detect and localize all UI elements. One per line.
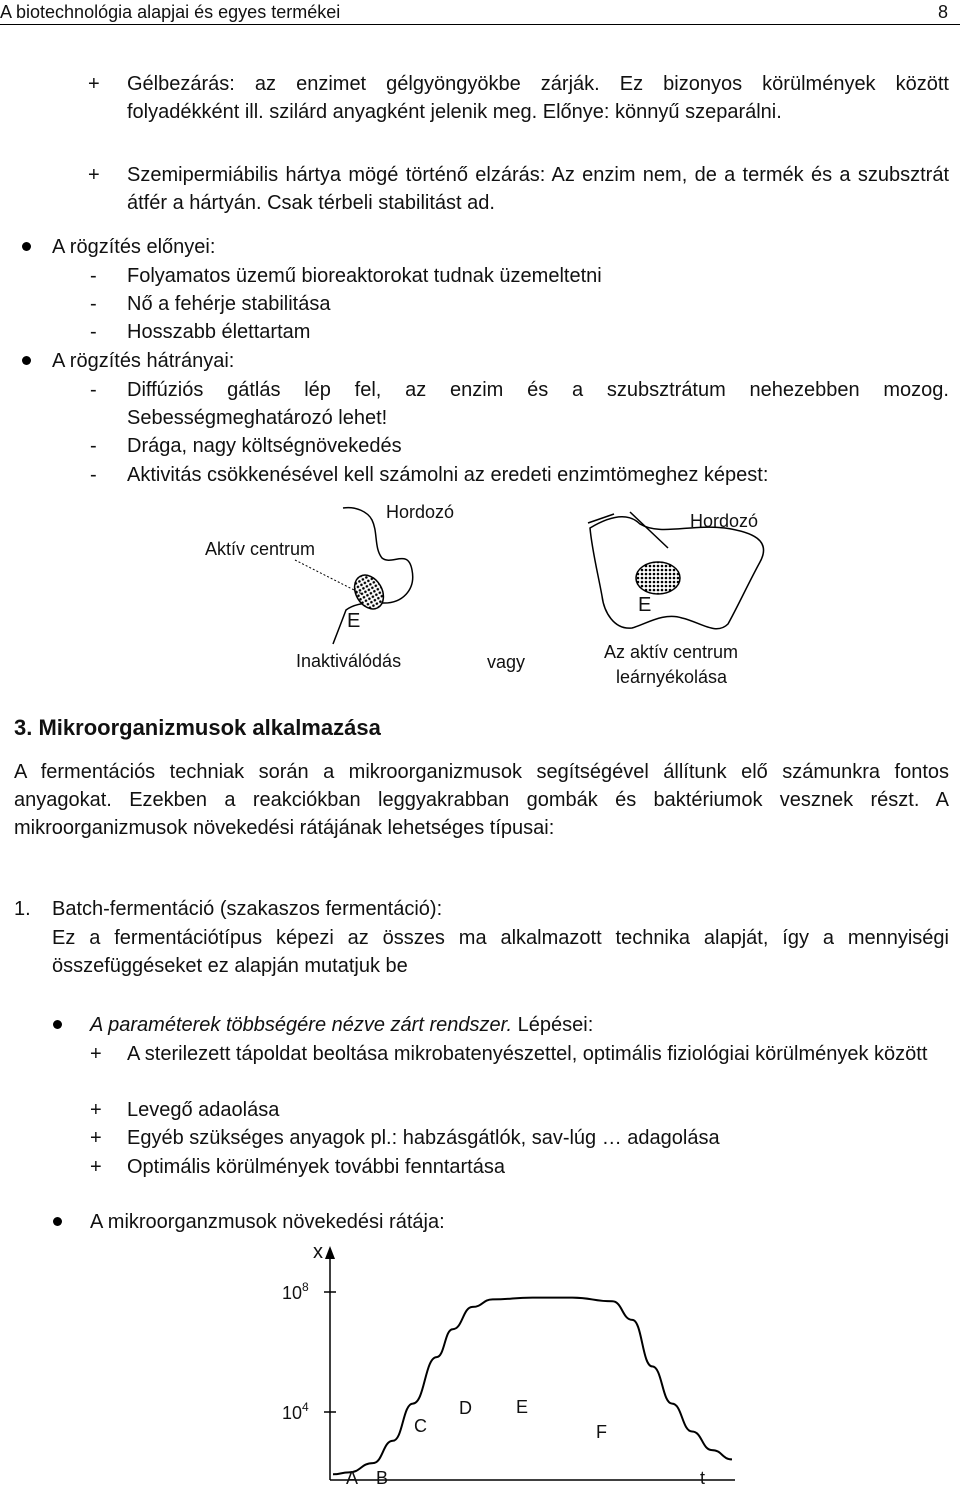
disadvantages-title: A rögzítés hátrányai: (52, 350, 235, 372)
y-axis-label: x (313, 1241, 323, 1263)
enzyme-left-label: E (347, 610, 361, 632)
y-tick-label-low (282, 1400, 309, 1423)
section-intro: A fermentációs techniak során a mikroorganizmusok segítségével állítunk elő számunkra fontos anyagokat. Ezekben a reakciókban leggyakrabban gombák és baktériumok vesznek részt. A mikroorganizmusok növekedési rátájának lehetséges típusai: (14, 761, 949, 839)
growth-curve (333, 1298, 732, 1475)
section-heading: 3. Mikroorganizmusok alkalmazása (14, 715, 381, 740)
phase-label-e: E (516, 1397, 529, 1417)
advantages-title: A rögzítés előnyei: (52, 236, 216, 258)
step-item: Optimális körülmények további fenntartása (127, 1156, 505, 1178)
plus-marker: + (90, 1099, 102, 1121)
plus-marker: + (88, 73, 100, 95)
batch-description: Ez a fermentációtípus képezi az összes ma alkalmazott technika alapját, így a mennyiségi összefüggéseket ez alapján mutatjuk be (52, 927, 949, 977)
step-item: A sterilezett tápoldat beoltása mikrobatenyészettel, optimális fiziológiai körülmények között (127, 1043, 928, 1065)
carrier-right-label: Hordozó (690, 511, 759, 531)
batch-title: Batch-fermentáció (szakaszos fermentáció): (52, 898, 443, 920)
header-title: A biotechnológia alapjai és egyes termékei (0, 2, 341, 22)
advantage-item: Hosszabb élettartam (127, 321, 311, 343)
gel-entrapment-text: Gélbezárás: az enzimet gélgyöngyökbe zárják. Ez bizonyos körülmények között folyadékként ill. szilárd anyagként jelenik meg. Előnye: könnyű szeparálni. (127, 73, 949, 123)
shading-label-2: leárnyékolása (616, 667, 728, 687)
dash-marker: - (90, 435, 97, 457)
y-tick-low-base: 10 (282, 1403, 303, 1423)
active-center-label: Aktív centrum (205, 539, 316, 559)
closed-system-italic: A paraméterek többségére nézve zárt rendszer. (90, 1014, 513, 1036)
advantage-item: Folyamatos üzemű bioreaktorokat tudnak üzemeltetni (127, 265, 602, 287)
phase-label-f: F (596, 1422, 607, 1442)
phase-label-d: D (459, 1398, 472, 1418)
phase-label-c: C (414, 1416, 427, 1436)
y-tick-high-base: 10 (282, 1283, 303, 1303)
phase-label-a: A (346, 1468, 359, 1485)
y-tick-low-exponent: 4 (302, 1400, 309, 1414)
dash-marker: - (90, 379, 97, 401)
y-tick-high-exponent: 8 (302, 1280, 309, 1294)
growth-rate-title: A mikroorganzmusok növekedési rátája: (90, 1211, 445, 1233)
plus-marker: + (90, 1127, 102, 1149)
carrier-left-label: Hordozó (386, 502, 455, 522)
dash-marker: - (90, 321, 97, 343)
step-item: Egyéb szükséges anyagok pl.: habzásgátlók, sav-lúg … adagolása (127, 1127, 720, 1149)
or-label: vagy (487, 652, 526, 672)
x-axis-label: t (700, 1468, 706, 1485)
y-axis-arrow (325, 1246, 335, 1259)
enzyme-right-label: E (638, 594, 652, 616)
plus-marker: + (90, 1156, 102, 1178)
page-number: 8 (937, 2, 948, 22)
dash-marker: - (90, 265, 97, 287)
y-tick-label-high (282, 1280, 309, 1303)
plus-marker: + (90, 1043, 102, 1065)
membrane-text: Szemipermiábilis hártya mögé történő elzárás: Az enzim nem, de a termék és a szubsztrát átfér a hártyán. Csak térbeli stabilitást ad. (127, 164, 949, 214)
batch-number: 1. (14, 898, 31, 920)
disadvantage-item: Diffúziós gátlás lép fel, az enzim és a szubsztrátum nehezebben mozog. Sebességmeghatározó lehet! (127, 379, 949, 429)
disadvantage-item: Aktivitás csökkenésével kell számolni az eredeti enzimtömeghez képest: (127, 464, 769, 486)
step-item: Levegő adaolása (127, 1099, 280, 1121)
closed-system-rest: Lépései: (512, 1014, 594, 1036)
phase-label-b: B (376, 1468, 389, 1485)
advantage-item: Nő a fehérje stabilitása (127, 293, 331, 315)
shading-label-1: Az aktív centrum (604, 642, 739, 662)
disadvantage-item: Drága, nagy költségnövekedés (127, 435, 402, 457)
dash-marker: - (90, 293, 97, 315)
plus-marker: + (88, 164, 100, 186)
dash-marker: - (90, 464, 97, 486)
inactivation-label: Inaktiválódás (296, 651, 402, 671)
